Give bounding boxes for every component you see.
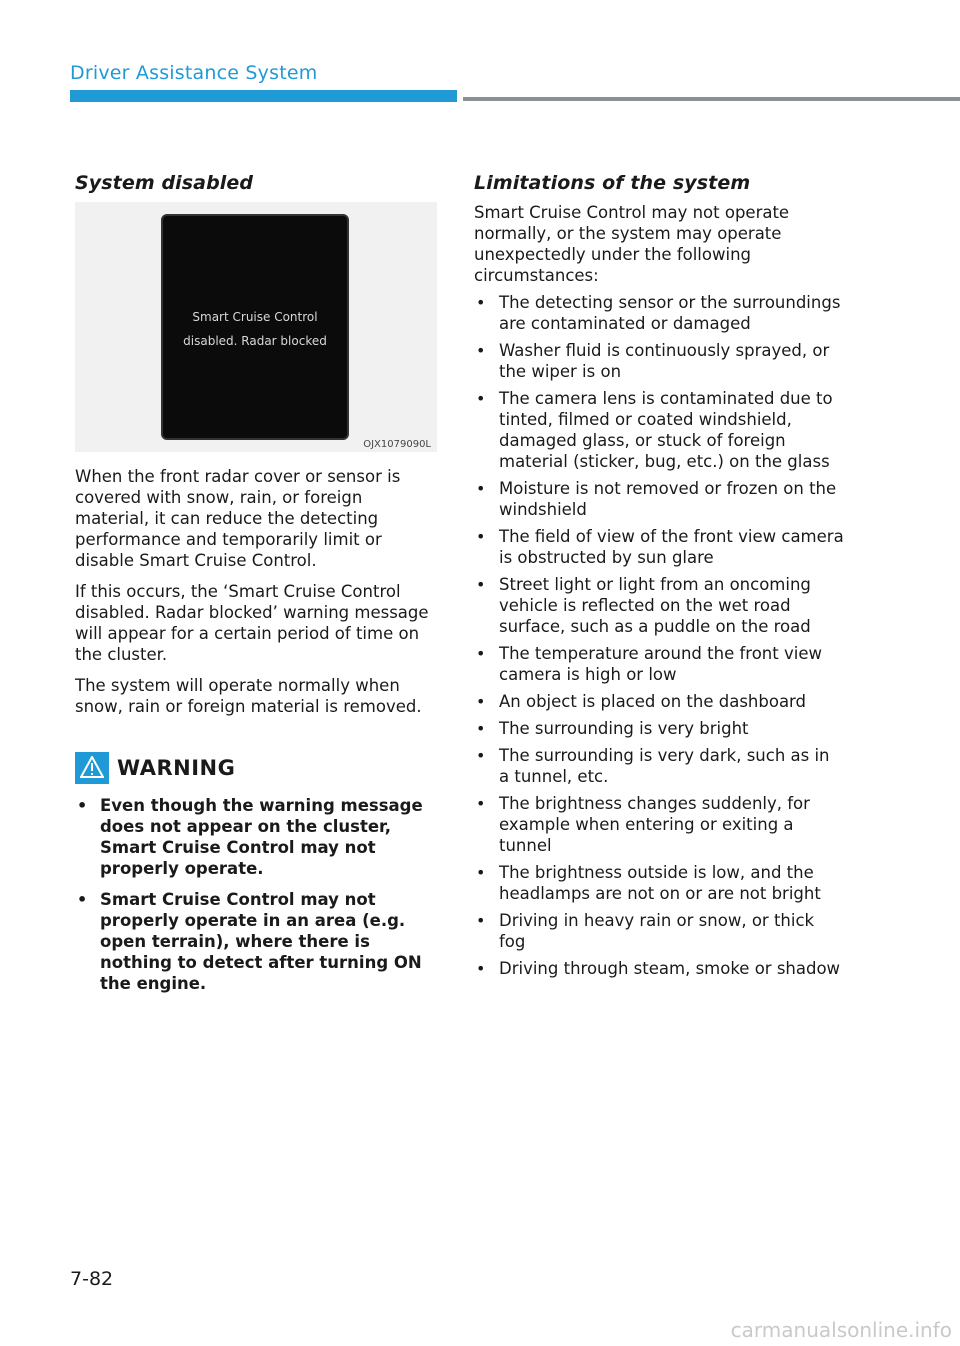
bullet-icon: • [476, 293, 486, 312]
screen-message-line-1: Smart Cruise Control [192, 310, 318, 324]
bullet-icon: • [476, 911, 486, 930]
bullet-icon: • [476, 746, 486, 765]
limitation-item [474, 793, 844, 856]
bullet-icon: • [476, 575, 486, 594]
limitation-item-text: The surrounding is very dark, such as in a tunnel, etc. [499, 746, 830, 786]
cluster-figure [75, 202, 437, 452]
limitation-item [474, 910, 844, 952]
bullet-icon: • [476, 959, 486, 978]
screen-message-line-2: disabled. Radar blocked [183, 334, 327, 348]
limitations-intro: Smart Cruise Control may not operate normally, or the system may operate unexpectedly under the following circumstances: [474, 203, 790, 285]
warning-list [75, 795, 437, 994]
paragraph: When the front radar cover or sensor is covered with snow, rain, or foreign material, it can reduce the detecting performance and temporarily limit or disable Smart Cruise Control. [75, 467, 401, 570]
paragraph: The system will operate normally when snow, rain or foreign material is removed. [75, 676, 422, 716]
limitation-item [474, 718, 844, 739]
page-number: 7-82 [70, 1268, 114, 1290]
warning-item [75, 889, 437, 994]
limitation-item-text: The brightness outside is low, and the headlamps are not on or are not bright [499, 863, 821, 903]
left-column [75, 172, 437, 994]
header-accent-bar [70, 90, 457, 102]
header-divider-bar [463, 97, 960, 101]
paragraph: If this occurs, the ‘Smart Cruise Control disabled. Radar blocked’ warning message will appear for a certain period of time on the cluster. [75, 582, 429, 664]
limitation-item-text: The camera lens is contaminated due to tinted, filmed or coated windshield, damaged glass, or stuck of foreign material (sticker, bug, etc.) on the glass [499, 389, 833, 471]
limitation-item [474, 292, 844, 334]
limitation-item-text: The brightness changes suddenly, for example when entering or exiting a tunnel [499, 794, 810, 855]
limitation-item [474, 526, 844, 568]
warning-item [75, 795, 437, 879]
warning-label: WARNING [117, 756, 236, 780]
bullet-icon: • [476, 794, 486, 813]
warning-triangle-icon [75, 752, 109, 784]
header-title: Driver Assistance System [70, 62, 318, 84]
bullet-icon: • [476, 389, 486, 408]
limitation-item-text: The detecting sensor or the surroundings are contaminated or damaged [499, 293, 841, 333]
figure-code: OJX1079090L [363, 439, 431, 450]
warning-item-text: Even though the warning message does not appear on the cluster, Smart Cruise Control may not properly operate. [100, 796, 423, 878]
limitation-item [474, 574, 844, 637]
limitation-item-text: Street light or light from an oncoming vehicle is reflected on the wet road surface, such as a puddle on the road [499, 575, 811, 636]
limitation-item-text: Washer fluid is continuously sprayed, or the wiper is on [499, 341, 830, 381]
limitation-item [474, 862, 844, 904]
bullet-icon: • [476, 692, 486, 711]
limitation-item [474, 478, 844, 520]
warning-heading [75, 751, 437, 785]
watermark: carmanualsonline.info [730, 1318, 952, 1342]
limitation-item-text: Driving through steam, smoke or shadow [499, 959, 841, 978]
cluster-screen [161, 214, 349, 440]
section-title-system-disabled: System disabled [75, 172, 254, 194]
limitation-item-text: Driving in heavy rain or snow, or thick fog [499, 911, 815, 951]
limitations-list [474, 292, 844, 979]
limitation-item [474, 691, 844, 712]
bullet-icon: • [476, 863, 486, 882]
bullet-icon: • [476, 527, 486, 546]
bullet-icon: • [476, 341, 486, 360]
bullet-icon: • [476, 479, 486, 498]
limitation-item-text: Moisture is not removed or frozen on the windshield [499, 479, 837, 519]
limitation-item-text: The surrounding is very bright [499, 719, 749, 738]
warning-item-text: Smart Cruise Control may not properly operate in an area (e.g. open terrain), where there is nothing to detect after turning ON the engine. [100, 890, 422, 993]
bullet-icon: • [476, 719, 486, 738]
section-title-limitations: Limitations of the system [474, 172, 751, 194]
limitation-item [474, 388, 844, 472]
limitation-item-text: An object is placed on the dashboard [499, 692, 807, 711]
right-column [474, 172, 844, 979]
limitation-item [474, 958, 844, 979]
bullet-icon: • [77, 796, 88, 815]
limitation-item-text: The field of view of the front view camera is obstructed by sun glare [499, 527, 844, 567]
limitation-item [474, 643, 844, 685]
limitation-item [474, 340, 844, 382]
limitation-item [474, 745, 844, 787]
bullet-icon: • [476, 644, 486, 663]
bullet-icon: • [77, 890, 88, 909]
limitation-item-text: The temperature around the front view camera is high or low [499, 644, 822, 684]
